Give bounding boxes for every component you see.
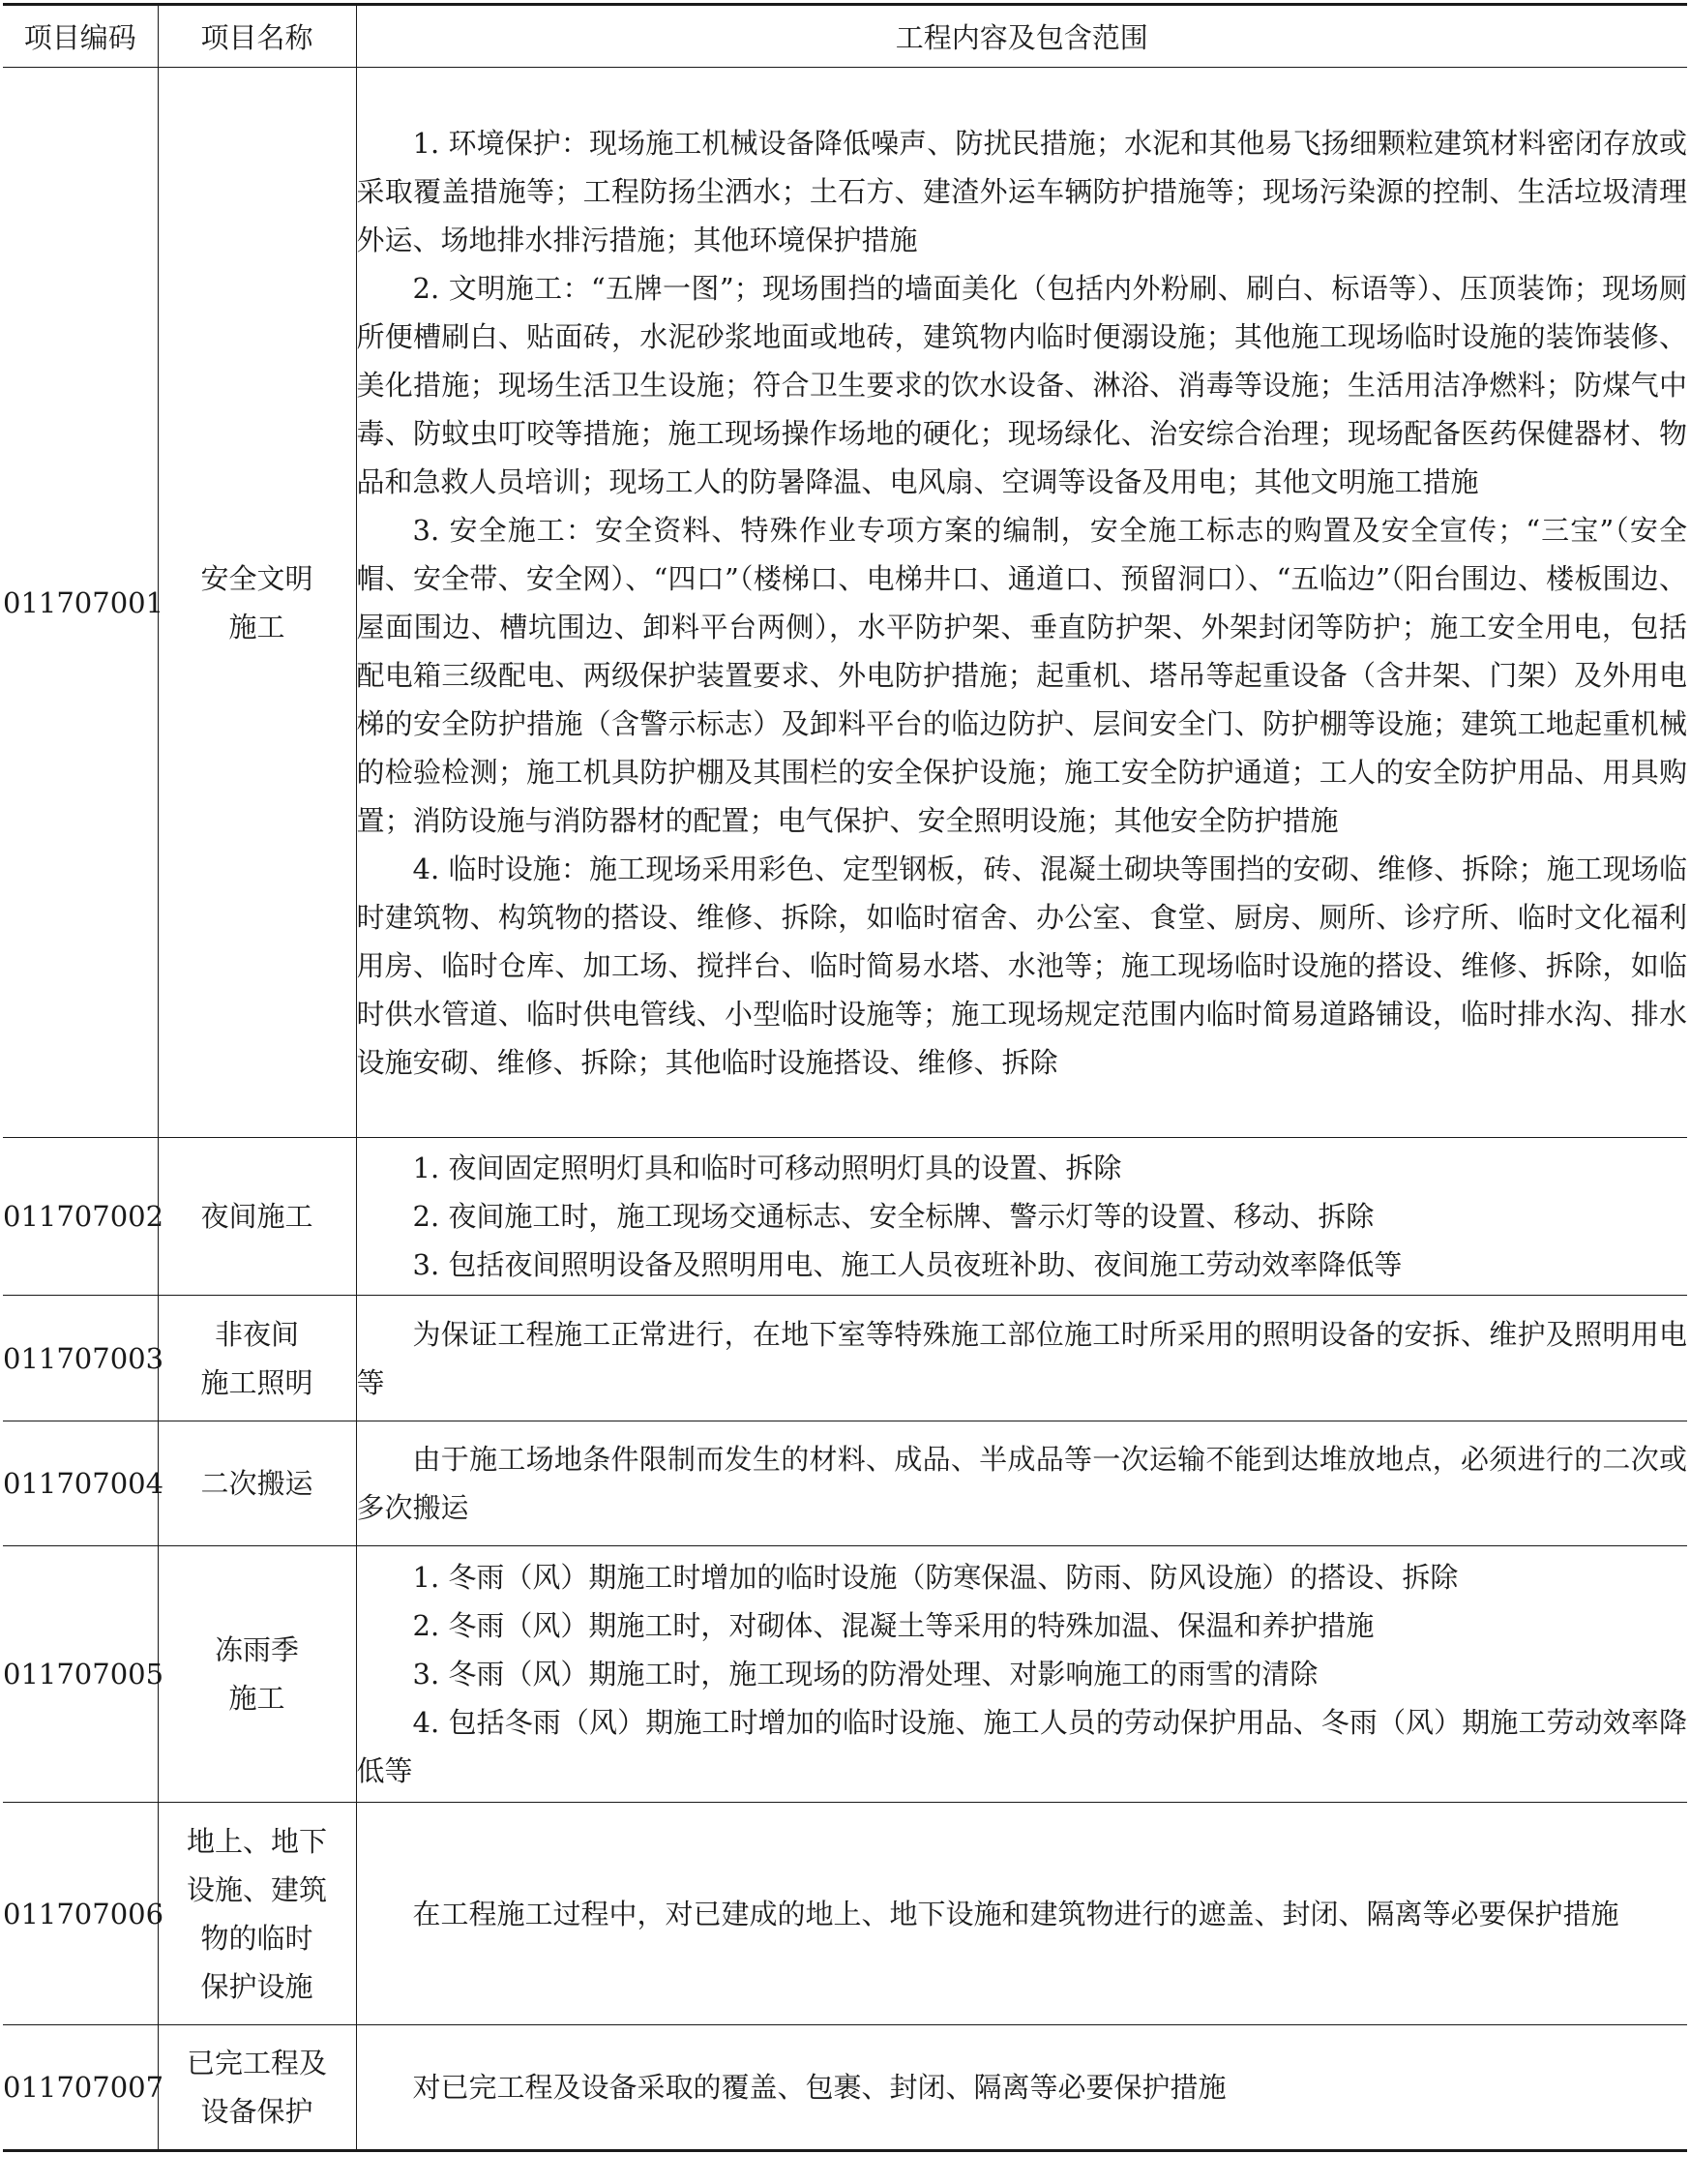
item-name-line: 保护设施 [200,1969,313,2003]
table-row [3,68,1687,1138]
item-name [158,1296,356,1421]
item-name-line: 安全文明 [200,561,313,595]
item-desc [356,1803,1687,2025]
desc-item: 1. 环境保护：现场施工机械设备降低噪声、防扰民措施；水泥和其他易飞扬细颗粒建筑材料密闭存放或采取覆盖措施等；工程防扬尘洒水；土石方、建渣外运车辆防护措施等；现场污染源的控制、生活垃圾清理外运、场地排水排污措施；其他环境保护措施 [356,126,1687,256]
item-name [158,68,356,1138]
desc-item: 2. 文明施工：“五牌一图”；现场围挡的墙面美化（包括内外粉刷、刷白、标语等）、压顶装饰；现场厕所便槽刷白、贴面砖，水泥砂浆地面或地砖，建筑物内临时便溺设施；其他施工现场临时设施的装饰装修、美化措施；现场生活卫生设施；符合卫生要求的饮水设备、淋浴、消毒等设施；生活用洁净燃料；防煤气中毒、防蚊虫叮咬等措施；施工现场操作场地的硬化；现场绿化、治安综合治理；现场配备医药保健器材、物品和急救人员培训；现场工人的防暑降温、电风扇、空调等设备及用电；其他文明施工措施 [356,271,1687,498]
header-row [3,5,1687,68]
item-code: 011707007 [3,2025,158,2151]
item-desc [356,2025,1687,2151]
item-name-line: 夜间施工 [200,1200,313,1233]
desc-item: 1. 夜间固定照明灯具和临时可移动照明灯具的设置、拆除 [412,1152,1122,1184]
desc-item: 2. 冬雨（风）期施工时，对砌体、混凝土等采用的特殊加温、保温和养护措施 [412,1609,1375,1642]
table-row [3,1803,1687,2025]
table-row [3,2025,1687,2151]
measures-table [3,3,1687,2152]
desc-item: 1. 冬雨（风）期施工时增加的临时设施（防寒保温、防雨、防风设施）的搭设、拆除 [412,1561,1459,1594]
header-desc: 工程内容及包含范围 [356,5,1687,68]
item-name [158,1546,356,1803]
desc-item: 由于施工场地条件限制而发生的材料、成品、半成品等一次运输不能到达堆放地点，必须进行的二次或多次搬运 [356,1443,1687,1524]
item-name-line: 施工 [228,610,285,643]
desc-item: 4. 包括冬雨（风）期施工时增加的临时设施、施工人员的劳动保护用品、冬雨（风）期施工劳动效率降低等 [356,1706,1687,1787]
item-name-line: 设备保护 [200,2095,313,2128]
desc-item: 在工程施工过程中，对已建成的地上、地下设施和建筑物进行的遮盖、封闭、隔离等必要保护措施 [412,1897,1619,1930]
table-row [3,1421,1687,1546]
item-name-line: 冻雨季 [214,1633,299,1666]
desc-item: 3. 安全施工：安全资料、特殊作业专项方案的编制，安全施工标志的购置及安全宣传；“三宝”（安全帽、安全带、安全网）、“四口”（楼梯口、电梯井口、通道口、预留洞口）、“五临边”（阳台围边、楼板围边、屋面围边、槽坑围边、卸料平台两侧），水平防护架、垂直防护架、外架封闭等防护；施工安全用电，包括配电箱三级配电、两级保护装置要求、外电防护措施；起重机、塔吊等起重设备（含井架、门架）及外用电梯的安全防护措施（含警示标志）及卸料平台的临边防护、层间安全门、防护棚等设施；建筑工地起重机械的检验检测；施工机具防护棚及其围栏的安全保护设施；施工安全防护通道；工人的安全防护用品、用具购置；消防设施与消防器材的配置；电气保护、安全照明设施；其他安全防护措施 [356,513,1687,837]
header-name: 项目名称 [158,5,356,68]
table-row [3,1138,1687,1296]
item-name [158,1421,356,1546]
table-row [3,1546,1687,1803]
item-code: 011707004 [3,1421,158,1546]
item-desc [356,1296,1687,1421]
item-name [158,2025,356,2151]
desc-item: 2. 夜间施工时，施工现场交通标志、安全标牌、警示灯等的设置、移动、拆除 [412,1200,1375,1233]
item-desc [356,1546,1687,1803]
desc-item: 3. 冬雨（风）期施工时，施工现场的防滑处理、对影响施工的雨雪的清除 [412,1658,1319,1690]
item-name-line: 二次搬运 [200,1467,313,1500]
item-name-line: 设施、建筑 [186,1872,327,1906]
desc-item: 3. 包括夜间照明设备及照明用电、施工人员夜班补助、夜间施工劳动效率降低等 [412,1248,1403,1281]
item-name-line: 施工照明 [200,1365,313,1399]
item-desc [356,68,1687,1138]
item-name-line: 已完工程及 [186,2047,327,2079]
item-desc [356,1138,1687,1296]
item-name [158,1803,356,2025]
item-name-line: 非夜间 [214,1317,299,1351]
item-name-line: 物的临时 [200,1921,313,1955]
item-code: 011707003 [3,1296,158,1421]
item-name-line: 地上、地下 [186,1824,327,1858]
header-code: 项目编码 [3,5,158,68]
table-row [3,1296,1687,1421]
item-code: 011707005 [3,1546,158,1803]
item-code: 011707002 [3,1138,158,1296]
desc-item: 对已完工程及设备采取的覆盖、包裹、封闭、隔离等必要保护措施 [412,2071,1227,2104]
item-name [158,1138,356,1296]
desc-item: 4. 临时设施：施工现场采用彩色、定型钢板，砖、混凝土砌块等围挡的安砌、维修、拆除；施工现场临时建筑物、构筑物的搭设、维修、拆除，如临时宿舍、办公室、食堂、厨房、厕所、诊疗所、临时文化福利用房、临时仓库、加工场、搅拌台、临时简易水塔、水池等；施工现场临时设施的搭设、维修、拆除，如临时供水管道、临时供电管线、小型临时设施等；施工现场规定范围内临时简易道路铺设，临时排水沟、排水设施安砌、维修、拆除；其他临时设施搭设、维修、拆除 [356,852,1687,1079]
item-desc [356,1421,1687,1546]
item-code: 011707001 [3,68,158,1138]
item-name-line: 施工 [228,1682,285,1715]
item-code: 011707006 [3,1803,158,2025]
desc-item: 为保证工程施工正常进行，在地下室等特殊施工部位施工时所采用的照明设备的安拆、维护及照明用电等 [356,1317,1687,1399]
